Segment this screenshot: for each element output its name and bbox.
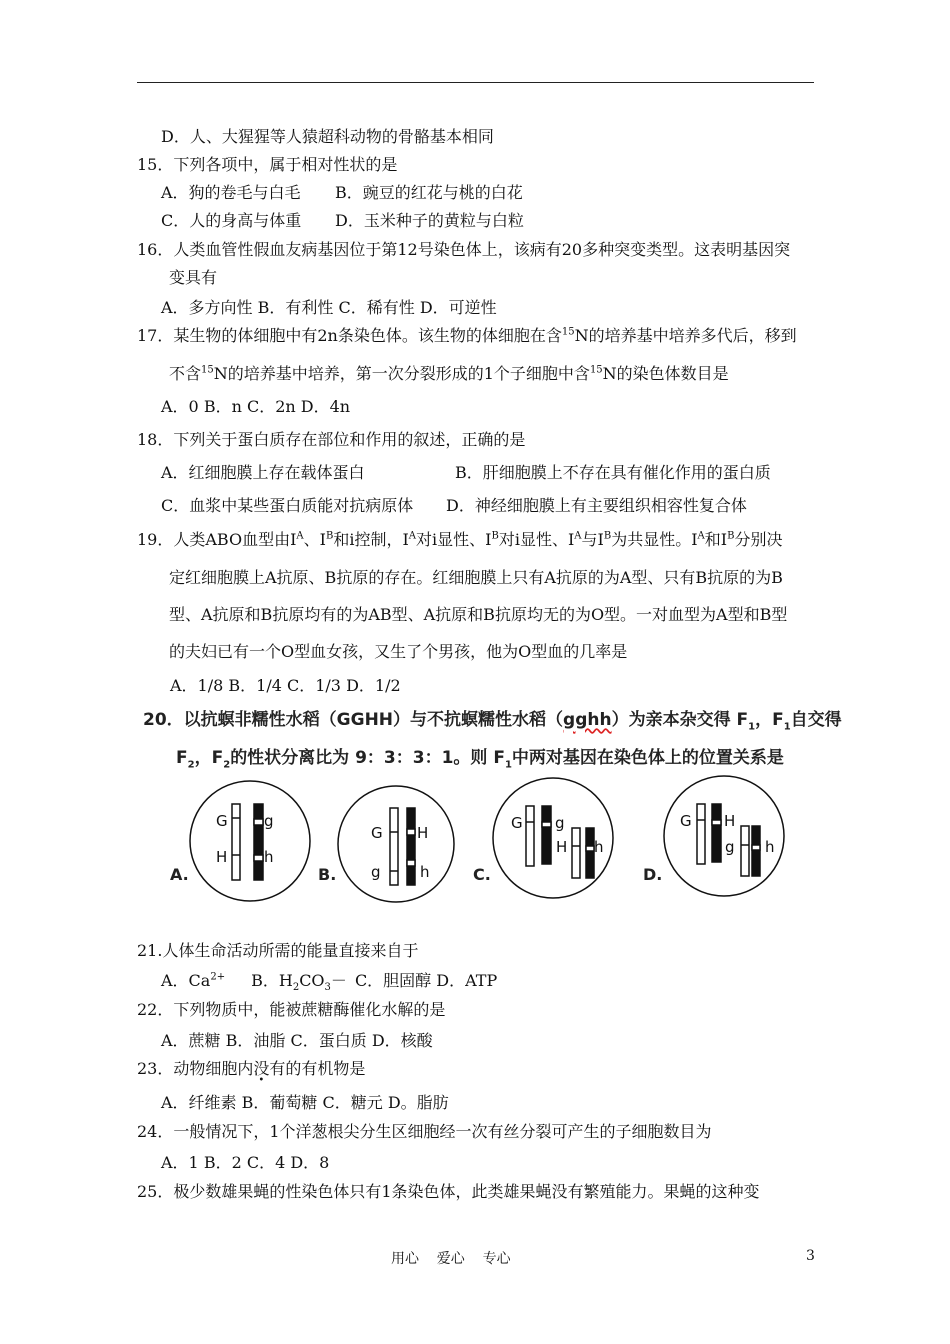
locus-mark: [712, 820, 721, 825]
q16-stem: 16．人类血管性假血友病基因位于第12号染色体上，该病有20多种突变类型。这表明基因突: [137, 240, 791, 259]
gene-label: h: [264, 848, 274, 866]
q23-stem: 23．动物细胞内没有的有机物是: [137, 1059, 366, 1078]
gene-label: g: [555, 814, 565, 832]
locus-mark: [254, 855, 263, 861]
gene-label: H: [417, 824, 429, 842]
q18-option-d: D．神经细胞膜上有主要组织相容性复合体: [446, 496, 747, 515]
option-label-d: D.: [643, 865, 663, 884]
chromosome-white: [390, 808, 398, 885]
option-label-c: C.: [473, 865, 491, 884]
diagram-a: [190, 781, 310, 901]
diagram-b: [338, 786, 454, 902]
chromosome-white: [572, 828, 580, 878]
footer-slogan: 用心 爱心 专心: [391, 1251, 511, 1267]
q18-stem: 18．下列关于蛋白质存在部位和作用的叙述，正确的是: [137, 430, 526, 449]
chromosome-white: [526, 806, 534, 866]
gene-label: h: [420, 863, 430, 881]
locus-mark: [752, 845, 760, 850]
q16-options: A．多方向性 B．有利性 C．稀有性 D．可逆性: [161, 298, 497, 317]
option-label-b: B.: [318, 865, 337, 884]
q24-options: A．1 B．2 C．4 D．8: [161, 1153, 330, 1172]
gene-label: h: [765, 838, 775, 856]
chromosome-white: [697, 804, 705, 864]
locus-mark: [254, 819, 263, 825]
chromosome-black: [542, 806, 551, 864]
q15-stem: 15．下列各项中，属于相对性状的是: [137, 155, 398, 174]
locus-mark: [407, 860, 415, 866]
q14-option-d: D．人、大猩猩等人猿超科动物的骨骼基本相同: [161, 127, 494, 146]
gene-label: g: [264, 812, 274, 830]
q17-stem-line2: 不含$^{15}$N的培养基中培养，第一次分裂形成的1个子细胞中含$^{15}$N的染色体数目是: [169, 364, 729, 383]
q19-options: A．1/8 B．1/4 C．1/3 D．1/2: [170, 676, 401, 695]
q20-stem-line1: 20．以抗螟非糯性水稻（GGHH）与不抗螟糯性水稻（gghh）为亲本杂交得 $F_1$，$F_1$自交得: [143, 710, 842, 733]
chromosome-black: [407, 808, 415, 885]
q24-stem: 24．一般情况下，1个洋葱根尖分生区细胞经一次有丝分裂可产生的子细胞数目为: [137, 1122, 712, 1141]
q15-option-c: C．人的身高与体重: [161, 211, 302, 230]
q22-stem: 22．下列物质中，能被蔗糖酶催化水解的是: [137, 1000, 446, 1019]
gene-label: g: [371, 863, 381, 881]
q19-stem-line3: 型、A抗原和B抗原均有的为AB型、A抗原和B抗原均无的为O型。一对血型为A型和B型: [169, 605, 788, 624]
chromosome-black: [712, 804, 721, 862]
locus-mark: [586, 846, 594, 851]
gene-label: h: [594, 838, 604, 856]
gene-label: G: [371, 824, 383, 842]
diagram-d: [664, 776, 784, 896]
gene-label: H: [556, 838, 568, 856]
q19-stem-line4: 的夫妇已有一个O型血女孩，又生了个男孩，他为O型血的几率是: [169, 642, 628, 661]
q19-stem-line1: 19．人类ABO血型由$I^A$、$I^B$和i控制，$I^A$对i显性、$I^B$对i显性、$I^A$与$I^B$为共显性。$I^A$和$I^B$分别决: [137, 530, 783, 549]
chromosome-black: [254, 804, 263, 880]
q19-stem-line2: 定红细胞膜上A抗原、B抗原的存在。红细胞膜上只有A抗原的为A型、只有B抗原的为B: [169, 568, 783, 587]
chromosome-white: [741, 826, 749, 876]
option-label-a: A.: [170, 865, 189, 884]
locus-mark: [407, 829, 415, 835]
q23-options: A．纤维素 B．葡萄糖 C．糖元 D。脂肪: [161, 1093, 449, 1112]
gene-label: G: [680, 812, 692, 830]
chromosome-white: [232, 804, 240, 880]
cell-circle-d: [664, 776, 784, 896]
page-number: 3: [806, 1248, 815, 1264]
q15-option-b: B．豌豆的红花与桃的白花: [335, 183, 523, 202]
q20-stem-line2: $F_2$，$F_2$的性状分离比为 9：3：3：1。则 $F_1$中两对基因在染色体上的位置关系是: [176, 748, 784, 771]
q18-option-c: C．血浆中某些蛋白质能对抗病原体: [161, 496, 414, 515]
gene-label: g: [725, 838, 735, 856]
q18-option-b: B．肝细胞膜上不存在具有催化作用的蛋白质: [455, 463, 771, 482]
q16-stem-cont: 变具有: [169, 268, 218, 287]
q17-stem-line1: 17．某生物的体细胞中有2n条染色体。该生物的体细胞在含$^{15}$N的培养基中培养多代后，移到: [137, 326, 797, 345]
q25-stem: 25．极少数雄果蝇的性染色体只有1条染色体，此类雄果蝇没有繁殖能力。果蝇的这种变: [137, 1182, 760, 1201]
q21-options: A．$Ca^{2+}$ B．$H_2CO_3- C$．胆固醇 D．ATP: [161, 971, 498, 994]
locus-mark: [542, 822, 551, 827]
chromosome-black: [752, 826, 760, 876]
chromosome-black: [586, 828, 594, 878]
q18-option-a: A．红细胞膜上存在载体蛋白: [161, 463, 365, 482]
q15-option-a: A．狗的卷毛与白毛: [161, 183, 301, 202]
gene-label: G: [511, 814, 523, 832]
q22-options: A．蔗糖 B．油脂 C．蛋白质 D．核酸: [161, 1031, 433, 1050]
cell-circle-a: [190, 781, 310, 901]
q17-options: A．0 B．n C．2n D．4n: [161, 397, 351, 416]
gene-label: H: [724, 812, 736, 830]
q15-option-d: D．玉米种子的黄粒与白粒: [335, 211, 524, 230]
gene-label: G: [216, 812, 228, 830]
q21-stem: 21.人体生命活动所需的能量直接来自于: [137, 941, 419, 960]
gene-label: H: [216, 848, 228, 866]
